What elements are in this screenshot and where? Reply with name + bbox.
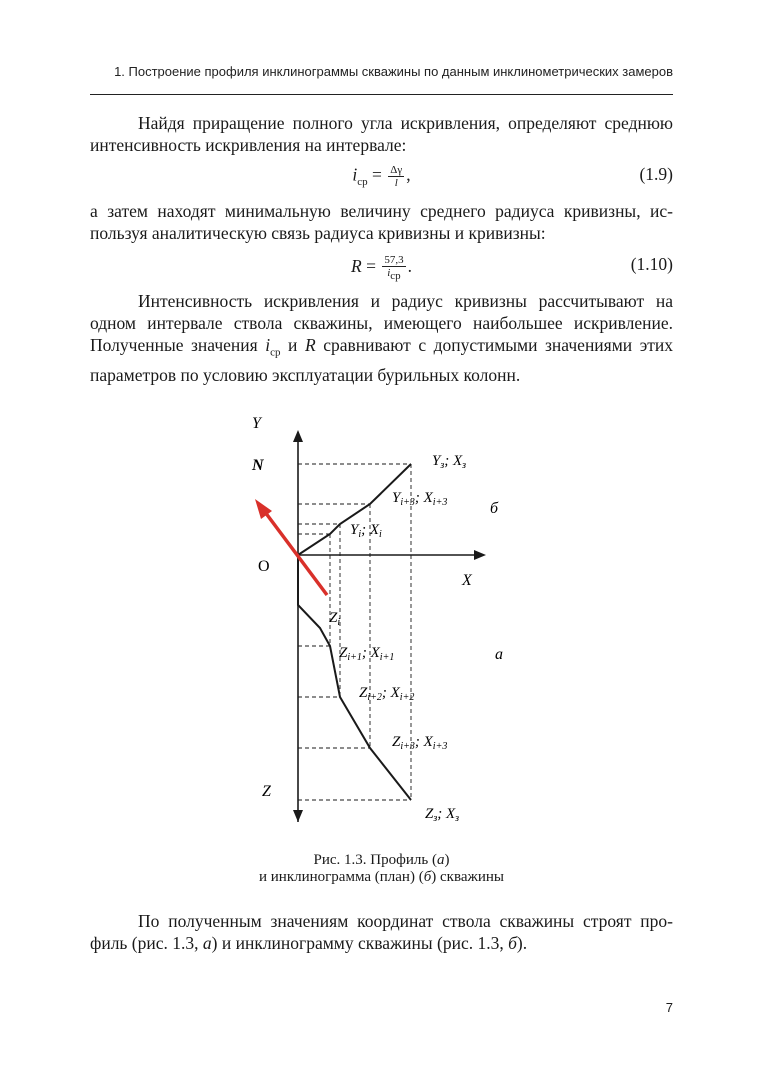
formula-eq: =: [372, 164, 382, 185]
axis-arrow-down: [293, 810, 303, 822]
fraction-numerator: Δγ: [390, 164, 403, 176]
paragraph-line: одном интервале ствола скважины, имеющего наибольшее искривление.: [90, 313, 673, 333]
figure-caption: [90, 852, 673, 886]
text-run: ): [444, 852, 450, 868]
text-run: а: [436, 852, 445, 868]
point-label-yi3: $Y_{i+3}$; $X_{i+3}$: [392, 490, 448, 508]
formula-var: R: [351, 256, 362, 277]
paragraph-line: По полученным значениям координат ствола скважины строят про-: [138, 911, 673, 931]
fraction-numerator: 57,3: [384, 254, 404, 266]
point-label-zi2: $Z_{i+2}$; $X_{i+2}$: [359, 685, 415, 703]
paragraph-4: [90, 910, 673, 954]
formula-number: (1.10): [630, 254, 673, 274]
plan-polyline: [298, 464, 411, 555]
north-arrow-shaft: [265, 512, 327, 595]
text-run: ).: [516, 933, 528, 953]
running-header: 1. Построение профиля инклинограммы скважины по данным инклинометрических замеров: [114, 64, 673, 79]
point-label-zi1: $Z_{i+1}$; $X_{i+1}$: [339, 645, 395, 663]
formula-number: (1.9): [639, 164, 673, 184]
label-profile-a: а: [495, 646, 503, 663]
text-run: филь (рис. 1.3,: [90, 933, 203, 953]
axis-arrow-up: [293, 430, 303, 442]
axis-label-y: Y: [252, 415, 261, 432]
inline-sub: ср: [270, 346, 281, 359]
axis-arrow-right: [474, 550, 486, 560]
paragraph-line: а затем находят минимальную величину среднего радиуса кривизны, ис-: [90, 201, 673, 221]
text-run: Полученные значения: [90, 335, 266, 355]
point-label-zz: $Z_з$; $X_з$: [425, 806, 460, 824]
text-run: сравнивают с допустимыми значениями этих: [315, 335, 673, 355]
point-label-yz: $Y_з$; $X_з$: [432, 453, 467, 471]
point-label-yi: $Y_i$; $X_i$: [350, 522, 382, 540]
north-label: N: [252, 457, 264, 474]
point-label-zi3: $Z_{i+3}$; $X_{i+3}$: [392, 734, 448, 752]
paragraph-line: Найдя приращение полного угла искривления, определяют среднюю: [138, 113, 673, 133]
axis-label-x: X: [462, 572, 472, 589]
text-run: ) и инклинограмму скважины (рис. 1.3,: [211, 933, 509, 953]
text-run: б: [423, 869, 432, 885]
formula-tail: ,: [406, 164, 411, 185]
label-plan-b: б: [490, 500, 499, 517]
paragraph-line: [90, 932, 673, 954]
paragraph-line: Интенсивность искривления и радиус кривизны рассчитывают на: [138, 291, 673, 311]
point-label-zi: $Z_i$: [329, 610, 341, 628]
paragraph-line: интенсивность искривления на интервале:: [90, 135, 407, 155]
paragraph-line: пользуя аналитическую связь радиуса кривизны и кривизны:: [90, 223, 546, 243]
formula-eq: =: [366, 256, 376, 277]
inline-var: i: [265, 335, 271, 355]
formula-tail: .: [407, 256, 412, 277]
origin-label: O: [258, 558, 270, 575]
profile-polyline: [298, 555, 411, 800]
text-run: и: [280, 335, 305, 355]
formula-sub: ср: [357, 176, 368, 189]
caption-line-1: [90, 852, 673, 869]
paragraph-line: параметров по условию эксплуатации бурильных колонн.: [90, 364, 521, 385]
denominator-sub: ср: [390, 270, 401, 283]
caption-line-2: [90, 869, 673, 886]
text-run: б: [508, 933, 517, 953]
fraction-denominator: l: [394, 177, 398, 189]
formula-var: i: [352, 164, 358, 185]
axis-label-z: Z: [262, 783, 271, 800]
text-run: а: [202, 933, 212, 953]
denominator-var: i: [387, 267, 391, 279]
text-run: Рис. 1.3. Профиль (: [313, 852, 437, 868]
text-run: и инклинограмма (план) (: [259, 869, 424, 885]
text-run: ) скважины: [431, 869, 504, 885]
inline-var: R: [304, 335, 316, 355]
page-number: 7: [665, 1000, 673, 1015]
